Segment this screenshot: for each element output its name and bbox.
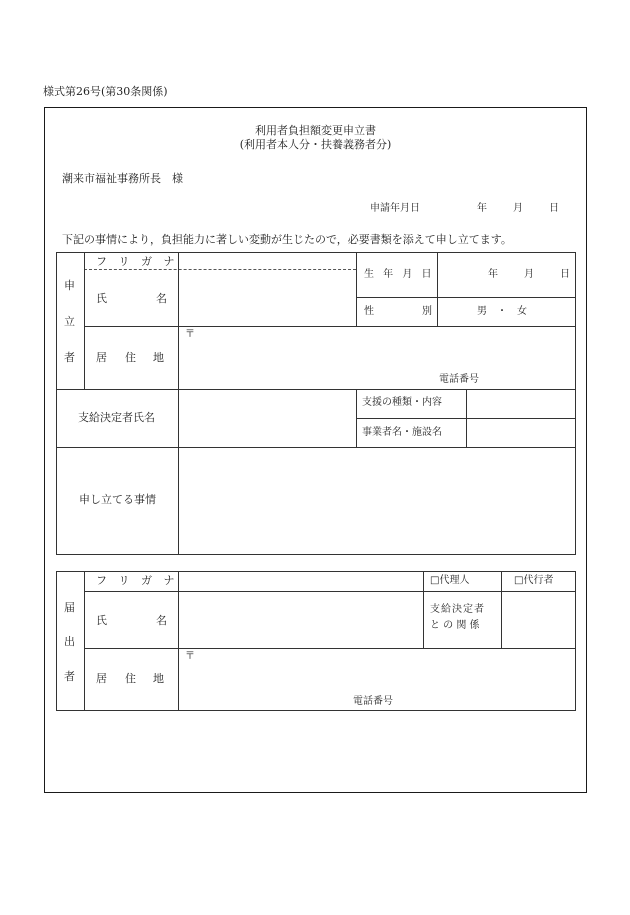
provider-label: 事業者名・施設名 [362, 427, 442, 438]
notifier-address-label-3: 地 [153, 672, 164, 685]
form-number: 様式第26号(第30条関係) [43, 85, 168, 98]
sex-options[interactable]: 男 ・ 女 [477, 306, 527, 317]
notifier-side-label-1: 届 [64, 601, 75, 614]
reason-label: 申し立てる事情 [79, 493, 156, 506]
applicant-side-label-2: 立 [64, 315, 75, 328]
relation-label-line2: と の 関 係 [430, 620, 480, 631]
addressee: 潮来市福祉事務所長 様 [62, 172, 183, 185]
birth-day: 日 [560, 269, 570, 280]
applicant-name-label-1: 氏 [96, 292, 107, 305]
notifier-furigana-label: フ リ ガ ナ [96, 574, 179, 587]
notifier-furigana-field[interactable] [179, 572, 422, 590]
relation-field[interactable] [502, 592, 574, 647]
form-title: 利用者負担額変更申立書 [255, 124, 376, 137]
agent-checkbox[interactable]: □代理人 [430, 575, 470, 586]
applicant-furigana-field[interactable] [179, 253, 355, 268]
payment-recipient-field[interactable] [179, 390, 355, 446]
relation-label-line1: 支給決定者 [430, 604, 485, 615]
applicant-address-field[interactable] [179, 327, 574, 388]
notifier-name-field[interactable] [179, 592, 422, 647]
form-subtitle: (利用者本人分・扶養義務者分) [239, 138, 392, 151]
support-type-field[interactable] [467, 390, 574, 417]
birthdate-field[interactable] [438, 253, 574, 296]
notifier-phone-label: 電話番号 [353, 696, 393, 707]
payment-recipient-label: 支給決定者氏名 [78, 411, 155, 424]
support-type-label: 支援の種類・内容 [362, 397, 442, 408]
applicant-address-label-3: 地 [153, 351, 164, 364]
notifier-side-label-3: 者 [64, 670, 75, 683]
proxy-checkbox[interactable]: □代行者 [514, 575, 554, 586]
reason-field[interactable] [179, 448, 574, 553]
application-month: 月 [513, 203, 523, 214]
application-date-label: 申請年月日 [370, 203, 420, 214]
notifier-name-label-1: 氏 [96, 614, 107, 627]
birthdate-label: 生 年 月 日 [364, 269, 435, 280]
applicant-name-label-2: 名 [156, 292, 167, 305]
notifier-side-label-2: 出 [64, 635, 75, 648]
notifier-address-label-1: 居 [96, 672, 107, 685]
applicant-furigana-label: フ リ ガ ナ [96, 255, 179, 268]
birth-year: 年 [488, 269, 498, 280]
applicant-side-label-3: 者 [64, 351, 75, 364]
applicant-phone-label: 電話番号 [439, 374, 479, 385]
application-year: 年 [477, 203, 487, 214]
provider-field[interactable] [467, 419, 574, 446]
applicant-side-label-1: 申 [64, 279, 75, 292]
notifier-postal-mark: 〒 [185, 651, 195, 662]
notifier-address-label-2: 住 [125, 672, 136, 685]
applicant-address-label-1: 居 [96, 351, 107, 364]
notifier-address-field[interactable] [179, 649, 574, 709]
sex-label-2: 別 [422, 306, 432, 317]
applicant-address-label-2: 住 [125, 351, 136, 364]
application-day: 日 [549, 203, 559, 214]
applicant-name-field[interactable] [179, 271, 355, 325]
sex-label-1: 性 [364, 306, 374, 317]
intro-text: 下記の事情により，負担能力に著しい変動が生じたので，必要書類を添えて申し立てます。 [62, 233, 512, 246]
notifier-name-label-2: 名 [156, 614, 167, 627]
applicant-postal-mark: 〒 [185, 329, 195, 340]
birth-month: 月 [524, 269, 534, 280]
